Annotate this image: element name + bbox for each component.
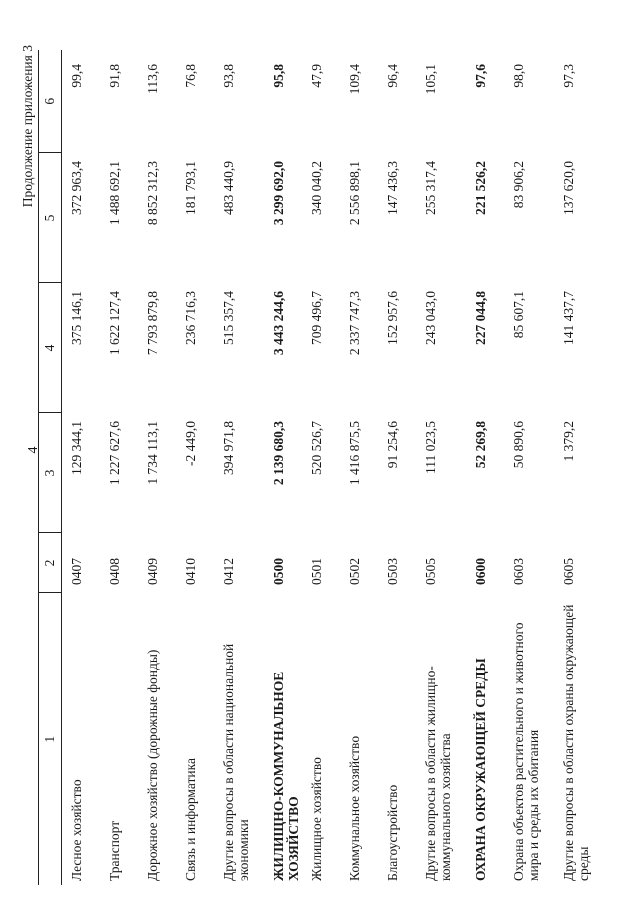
- cell-name: Связь и информатика: [183, 758, 198, 881]
- cell-c5: 3 299 692,0: [271, 161, 286, 226]
- cell-code: 0605: [561, 558, 576, 585]
- cell-c3: 1 734 113,1: [145, 421, 160, 485]
- table-row: [214, 50, 264, 885]
- column-header: 5: [39, 153, 62, 283]
- cell-c3: 520 526,7: [309, 421, 324, 475]
- cell-c4: 85 607,1: [511, 291, 526, 339]
- cell-c3: 1 416 875,5: [347, 421, 362, 486]
- cell-c3: -2 449,0: [183, 421, 198, 466]
- column-header: 6: [39, 50, 62, 153]
- cell-c5: 83 906,2: [511, 161, 526, 209]
- cell-c3: 91 254,6: [385, 421, 400, 469]
- cell-c4: 2 337 747,3: [347, 291, 362, 356]
- cell-c6: 76,8: [183, 64, 198, 88]
- cell-c6: 47,9: [309, 64, 324, 88]
- cell-c4: 375 146,1: [69, 291, 84, 345]
- column-header: 3: [39, 413, 62, 533]
- table-row: [554, 50, 604, 885]
- cell-code: 0500: [271, 558, 286, 585]
- table-row: [302, 50, 340, 885]
- cell-name: Транспорт: [107, 820, 122, 881]
- table-row: [504, 50, 554, 885]
- cell-c6: 96,4: [385, 64, 400, 88]
- table-row: [176, 50, 214, 885]
- page-number: 4: [26, 446, 41, 454]
- cell-c6: 91,8: [107, 64, 122, 88]
- cell-code: 0503: [385, 558, 400, 585]
- cell-c5: 372 963,4: [69, 161, 84, 215]
- cell-c6: 97,3: [561, 64, 576, 88]
- cell-c6: 95,8: [271, 64, 286, 88]
- table-header-row: [39, 50, 62, 885]
- cell-name: Коммунальное хозяйство: [347, 735, 362, 881]
- table-row: [100, 50, 138, 885]
- cell-c3: 394 971,8: [221, 421, 236, 475]
- cell-code: 0600: [473, 558, 488, 585]
- cell-name: Лесное хозяйство: [69, 779, 84, 881]
- cell-c3: 1 227 627,6: [107, 421, 122, 486]
- table-row: [62, 50, 101, 885]
- cell-c6: 99,4: [69, 64, 84, 88]
- table-row: [416, 50, 466, 885]
- continuation-note: Продолжение приложения 3: [20, 45, 35, 208]
- cell-c6: 113,6: [145, 64, 160, 94]
- cell-c6: 98,0: [511, 64, 526, 88]
- table-row: [264, 50, 302, 885]
- cell-c4: 152 957,6: [385, 291, 400, 345]
- cell-code: 0501: [309, 558, 324, 585]
- cell-name: Охрана объектов растительного и животного мира и среды их обитания: [511, 622, 541, 881]
- cell-code: 0502: [347, 558, 362, 585]
- cell-c5: 181 793,1: [183, 161, 198, 215]
- cell-c4: 227 044,8: [473, 291, 488, 345]
- cell-name: ЖИЛИЩНО-КОММУНАЛЬНОЕ ХОЗЯЙСТВО: [271, 671, 301, 881]
- cell-name: Другие вопросы в области жилищно-коммунального хозяйства: [423, 666, 453, 881]
- cell-c5: 1 488 692,1: [107, 161, 122, 226]
- cell-c6: 105,1: [423, 64, 438, 95]
- cell-c4: 709 496,7: [309, 291, 324, 345]
- cell-name: Другие вопросы в области охраны окружающей среды: [561, 604, 591, 881]
- cell-code: 0505: [423, 558, 438, 585]
- cell-code: 0410: [183, 558, 198, 585]
- cell-c3: 1 379,2: [561, 421, 576, 462]
- cell-c3: 52 269,8: [473, 421, 488, 469]
- column-header: 1: [39, 593, 62, 885]
- table-row: [378, 50, 416, 885]
- cell-code: 0603: [511, 558, 526, 585]
- cell-c6: 109,4: [347, 64, 362, 95]
- cell-c5: 8 852 312,3: [145, 161, 160, 226]
- column-header: 2: [39, 533, 62, 593]
- cell-name: ОХРАНА ОКРУЖАЮЩЕЙ СРЕДЫ: [473, 658, 488, 881]
- cell-c3: 129 344,1: [69, 421, 84, 475]
- cell-c5: 147 436,3: [385, 161, 400, 215]
- cell-c5: 483 440,9: [221, 161, 236, 215]
- cell-c3: 50 890,6: [511, 421, 526, 469]
- cell-name: Другие вопросы в области национальной экономики: [221, 643, 251, 881]
- cell-c4: 3 443 244,6: [271, 291, 286, 356]
- cell-c4: 515 357,4: [221, 291, 236, 345]
- cell-c4: 141 437,7: [561, 291, 576, 345]
- cell-c4: 236 716,3: [183, 291, 198, 345]
- cell-name: Дорожное хозяйство (дорожные фонды): [145, 649, 160, 881]
- cell-c5: 221 526,2: [473, 161, 488, 215]
- cell-c4: 1 622 127,4: [107, 291, 122, 356]
- cell-c5: 137 620,0: [561, 161, 576, 215]
- cell-c3: 111 023,5: [423, 421, 438, 474]
- cell-c5: 255 317,4: [423, 161, 438, 215]
- cell-c5: 340 040,2: [309, 161, 324, 215]
- table-row: [340, 50, 378, 885]
- cell-c6: 97,6: [473, 64, 488, 88]
- cell-c5: 2 556 898,1: [347, 161, 362, 226]
- cell-code: 0407: [69, 558, 84, 585]
- cell-c6: 93,8: [221, 64, 236, 88]
- cell-code: 0412: [221, 558, 236, 585]
- cell-c4: 243 043,0: [423, 291, 438, 345]
- cell-c3: 2 139 680,3: [271, 421, 286, 486]
- budget-table: [38, 50, 604, 885]
- table-row: [466, 50, 504, 885]
- column-header: 4: [39, 283, 62, 413]
- cell-name: Жилищное хозяйство: [309, 757, 324, 881]
- cell-name: Благоустройство: [385, 784, 400, 881]
- table-row: [138, 50, 176, 885]
- cell-code: 0408: [107, 558, 122, 585]
- cell-c4: 7 793 879,8: [145, 291, 160, 356]
- cell-code: 0409: [145, 558, 160, 585]
